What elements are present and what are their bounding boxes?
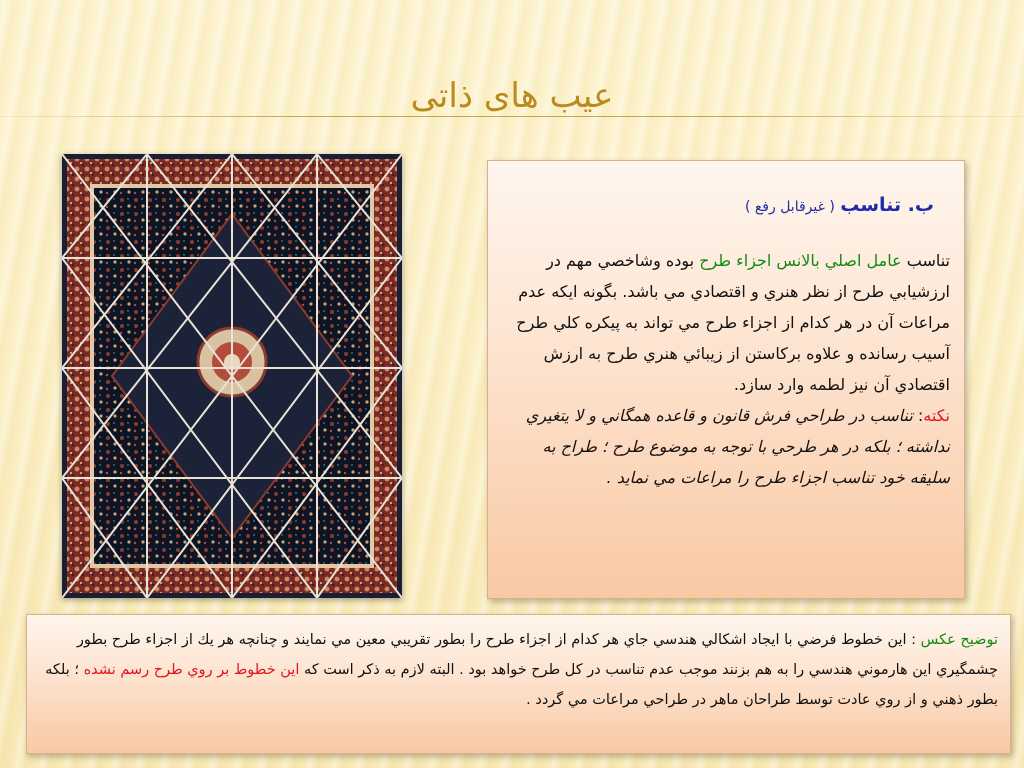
caption-text1: : اين خطوط فرضي با ايجاد اشكالي هندسي جاي هر كدام از اجزاء طرح را بطور تقريبي معين مي نمايند و چنانچه هر يك از اجزاء طرح بطور چشمگيري اين هارموني هندسي را به هم بزنند موجب عدم تناسب در كل طرح خواهد بود . البته لازم به ذكر است كه (76, 632, 998, 678)
heading-sub: ( غيرقابل رفع ) (744, 199, 835, 215)
caption-label: توضيح عكس (920, 632, 998, 648)
caption-highlight: اين خطوط بر روي طرح رسم نشده (83, 662, 300, 678)
caption-box (26, 614, 1011, 754)
para-rest: بوده وشاخصي مهم در ارزشيابي طرح از نظر هنري و اقتصادي مي باشد. بگونه ايكه عدم مراعات آن در هر كدام از اجزاء طرح مي تواند به پيكره كلي طرح آسيب رسانده و علاوه بركاستن از زيبائي هنري طرح به ارزش اقتصادي آن نيز لطمه وارد سازد. (516, 251, 950, 394)
note-label: نكته (923, 406, 950, 425)
para-start: تناسب (901, 251, 950, 270)
note-text: تناسب در طراحي فرش قانون و قاعده همگاني و لا يتغيري نداشته ؛ بلكه در هر طرحي با توجه به موضوع طرح ؛ طراح به سليقه خود تناسب اجزاء طرح را مراعات مي نمايد . (525, 406, 950, 487)
note-colon: : (912, 406, 924, 425)
caption-text2: ؛ بلكه بطور ذهني و از روي عادت توسط طراحان ماهر در طراحي مراعات مي گردد . (45, 662, 998, 708)
slide-title: عیب های ذاتی (410, 76, 614, 116)
section-heading (488, 191, 934, 221)
title-divider (0, 116, 1024, 117)
carpet-image (62, 154, 402, 598)
proportion-text-box (487, 160, 965, 599)
para-highlight: عامل اصلي بالانس اجزاء طرح (699, 251, 902, 270)
caption-text (39, 625, 998, 715)
heading-main: ب. تناسب (840, 194, 934, 216)
body-paragraph (498, 245, 950, 493)
